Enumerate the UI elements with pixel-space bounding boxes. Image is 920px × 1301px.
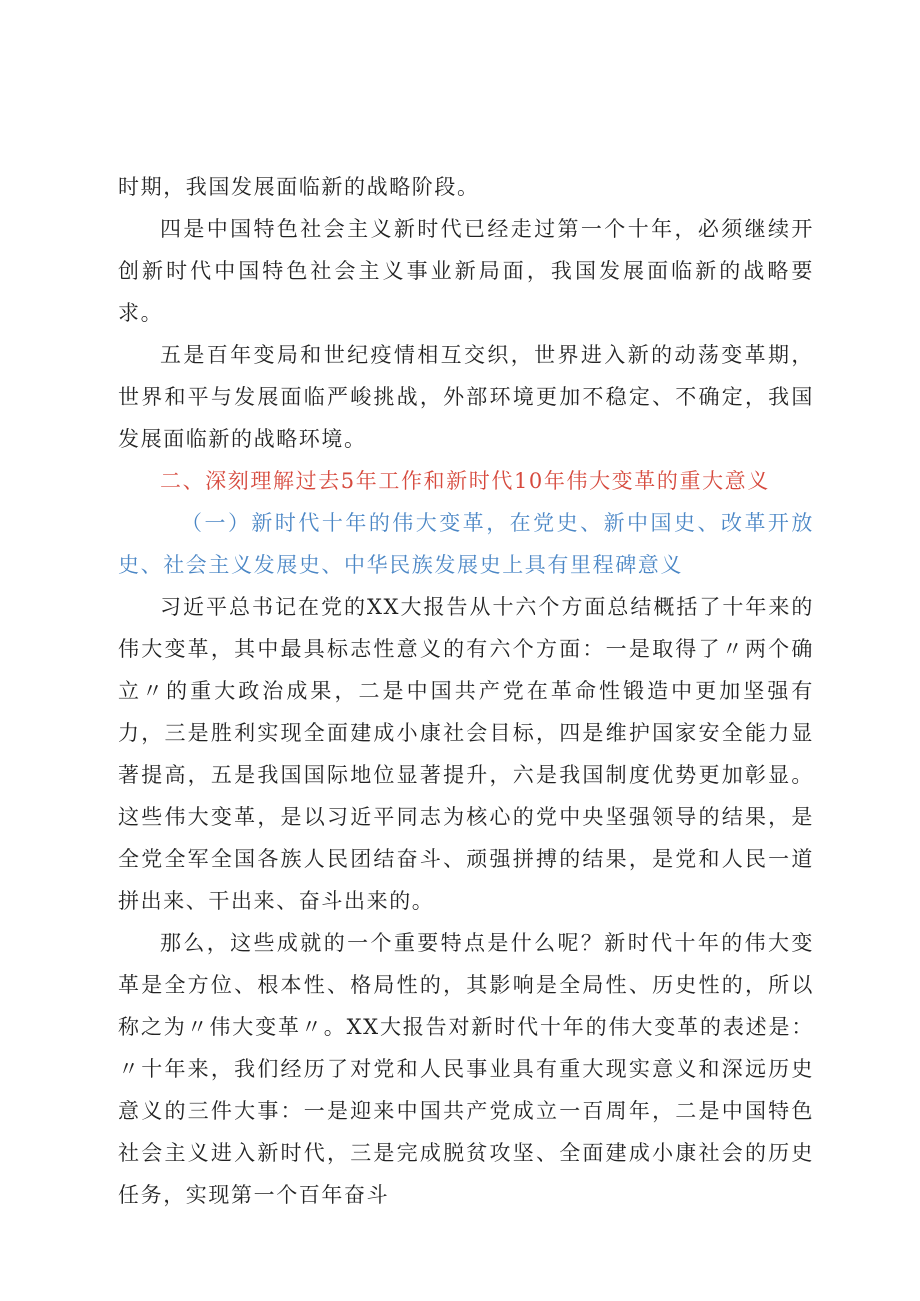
paragraph-continuation: 时期，我国发展面临新的战略阶段。	[118, 175, 480, 199]
subsection-heading: （一）新时代十年的伟大变革，在党史、新中国史、改革开放史、社会主义发展史、中华民族发展史上具有里程碑意义	[118, 511, 814, 577]
section-heading: 二、深刻理解过去5年工作和新时代10年伟大变革的重大意义	[160, 469, 770, 493]
paragraph-point-four: 四是中国特色社会主义新时代已经走过第一个十年，必须继续开创新时代中国特色社会主义事业新局面，我国发展面临新的战略要求。	[118, 217, 814, 325]
paragraph-six-aspects: 习近平总书记在党的XX大报告从十六个方面总结概括了十年来的伟大变革，其中最具标志性意义的有六个方面：一是取得了〃两个确立〃的重大政治成果，二是中国共产党在革命性锻造中更加坚强有力，三是胜利实现全面建成小康社会目标，四是维护国家安全能力显著提高，五是我国国际地位显著提升，六是我国制度优势更加彰显。这些伟大变革，是以习近平同志为核心的党中央坚强领导的结果，是全党全军全国各族人民团结奋斗、顽强拼搏的结果，是党和人民一道拼出来、干出来、奋斗出来的。	[118, 595, 814, 913]
paragraph-point-five: 五是百年变局和世纪疫情相互交织，世界进入新的动荡变革期，世界和平与发展面临严峻挑战，外部环境更加不稳定、不确定，我国发展面临新的战略环境。	[118, 343, 814, 451]
document-body	[118, 166, 814, 1216]
paragraph-key-feature: 那么，这些成就的一个重要特点是什么呢？新时代十年的伟大变革是全方位、根本性、格局性的，其影响是全局性、历史性的，所以称之为〃伟大变革〃。XX大报告对新时代十年的伟大变革的表述是：〃十年来，我们经历了对党和人民事业具有重大现实意义和深远历史意义的三件大事：一是迎来中国共产党成立一百周年，二是中国特色社会主义进入新时代，三是完成脱贫攻坚、全面建成小康社会的历史任务，实现第一个百年奋斗	[118, 931, 814, 1207]
